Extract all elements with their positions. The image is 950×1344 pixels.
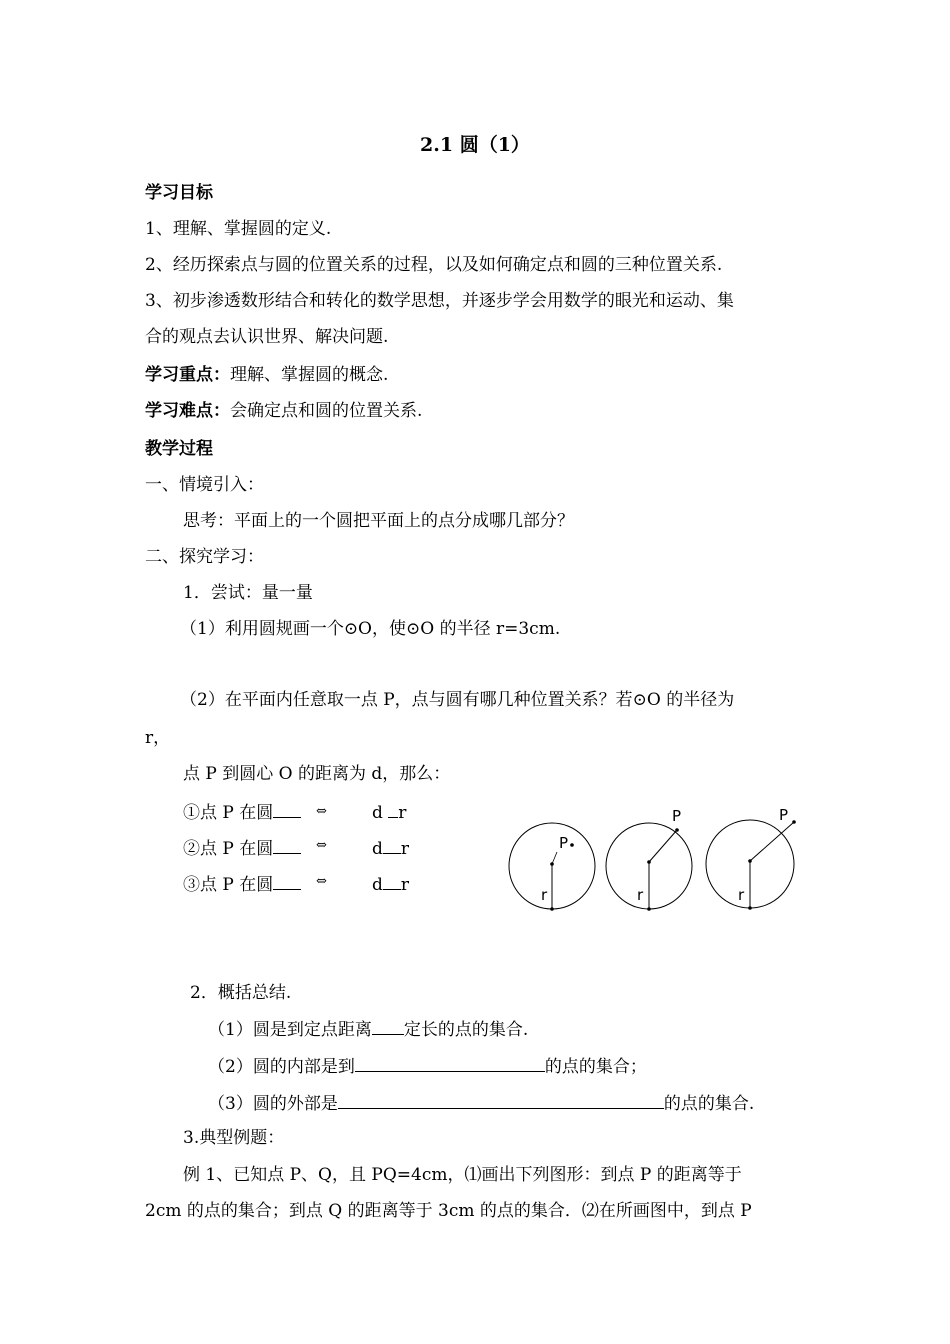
summary-2-text-a: （2）圆的内部是到: [208, 1057, 355, 1077]
try-step-1: （1）利用圆规画一个⊙O，使⊙O 的半径 r=3cm.: [180, 619, 561, 639]
try-step-2: （2）在平面内任意取一点 P，点与圆有哪几种位置关系？若⊙O 的半径为: [180, 690, 735, 710]
summary-2-blank: [355, 1054, 545, 1072]
relation-row-3: [183, 872, 301, 896]
key-point-label: 学习重点：: [145, 365, 230, 385]
summary-1-text-a: （1）圆是到定点距离: [208, 1020, 372, 1040]
relation-1-right: [372, 800, 406, 824]
goal-item-2: 2、经历探索点与圆的位置关系的过程，以及如何确定点和圆的三种位置关系.: [145, 255, 723, 275]
example-1-line-1: 例 1、已知点 P、Q，且 PQ=4cm，⑴画出下列图形：到点 P 的距离等于: [183, 1165, 742, 1185]
relation-1-r: r: [398, 803, 407, 823]
point-p-dot-2: [675, 828, 679, 832]
relation-row-1: [183, 800, 301, 824]
relation-2-left: ②点 P 在圆: [183, 839, 274, 859]
summary-3-text-a: （3）圆的外部是: [208, 1094, 338, 1114]
relation-2-right-blank: [383, 836, 401, 854]
key-point: [145, 364, 388, 386]
radius-end-dot-3: [748, 906, 752, 910]
relation-1-left: ①点 P 在圆: [183, 803, 274, 823]
relation-3-d: d: [372, 875, 383, 895]
summary-3-text-b: 的点的集合.: [663, 1094, 755, 1114]
circle-figure-inside: [509, 823, 595, 911]
summary-item-3: [208, 1091, 754, 1115]
summary-1-text-b: 定长的点的集合.: [403, 1020, 529, 1040]
relation-3-blank: [273, 872, 301, 890]
summary-3-blank: [338, 1091, 664, 1109]
relation-2-r: r: [400, 839, 410, 859]
try-step-2-distance: 点 P 到圆心 O 的距离为 d，那么：: [183, 764, 451, 784]
summary-2-text-b: 的点的集合；: [544, 1057, 647, 1077]
point-p-label-1: P: [559, 834, 569, 852]
goal-item-1: 1、理解、掌握圆的定义.: [145, 219, 332, 239]
circle-figure-outside: [706, 806, 796, 910]
relation-3-left: ③点 P 在圆: [183, 875, 274, 895]
center-dot-3: [748, 859, 752, 863]
relation-1-arrow: ⇔: [316, 804, 327, 819]
summary-item-1: [208, 1017, 528, 1041]
goals-heading: 学习目标: [145, 183, 213, 203]
try-title: 1．尝试：量一量: [183, 583, 313, 603]
section-1-heading: 一、情境引入：: [145, 475, 264, 495]
relation-1-d: d: [372, 803, 389, 823]
difficulty-label: 学习难点：: [145, 401, 230, 421]
center-dot-1: [550, 862, 554, 866]
relation-3-arrow: ⇔: [316, 874, 327, 889]
point-circle-figure: [500, 800, 810, 920]
radius-end-dot-1: [550, 907, 554, 911]
example-1-line-2: 2cm 的点的集合；到点 Q 的距离等于 3cm 的点的集合．⑵在所画图中，到点 P: [145, 1201, 752, 1221]
relation-1-blank: [273, 800, 301, 818]
relation-3-r: r: [400, 875, 410, 895]
example-title: 3.典型例题：: [183, 1128, 285, 1148]
radius-label-3: r: [738, 886, 745, 904]
relation-row-2: [183, 836, 301, 860]
point-p-label-3: P: [779, 806, 789, 824]
radius-label-2: r: [637, 886, 644, 904]
relation-3-right: [372, 872, 409, 896]
distance-line-1: [552, 852, 557, 864]
relation-2-arrow: ⇔: [316, 838, 327, 853]
center-dot-2: [647, 860, 651, 864]
point-p-label-2: P: [672, 807, 682, 825]
radius-label-1: r: [541, 886, 548, 904]
key-point-text: 理解、掌握圆的概念.: [230, 365, 389, 385]
difficulty-text: 会确定点和圆的位置关系.: [230, 401, 423, 421]
point-p-dot-1: [570, 843, 574, 847]
think-question: 思考：平面上的一个圆把平面上的点分成哪几部分？: [183, 511, 574, 531]
summary-title: 2．概括总结.: [190, 983, 292, 1003]
goal-item-3: 3、初步渗透数形结合和转化的数学思想，并逐步学会用数学的眼光和运动、集: [145, 291, 734, 311]
relation-2-blank: [273, 836, 301, 854]
relation-3-right-blank: [383, 872, 401, 890]
page-title: 2.1 圆（1）: [420, 134, 530, 156]
difficulty: [145, 400, 422, 422]
relation-1-right-blank: [388, 800, 398, 818]
relation-2-d: d: [372, 839, 383, 859]
distance-line-2: [649, 830, 677, 862]
try-step-2-continued: r，: [145, 728, 171, 748]
circle-figure-on: [606, 807, 692, 911]
radius-end-dot-2: [647, 907, 651, 911]
goal-item-3-continued: 合的观点去认识世界、解决问题.: [145, 327, 389, 347]
relation-2-right: [372, 836, 409, 860]
section-2-heading: 二、探究学习：: [145, 547, 264, 567]
process-heading: 教学过程: [145, 439, 213, 459]
summary-item-2: [208, 1054, 647, 1078]
summary-1-blank: [372, 1017, 404, 1035]
point-p-dot-3: [792, 820, 796, 824]
